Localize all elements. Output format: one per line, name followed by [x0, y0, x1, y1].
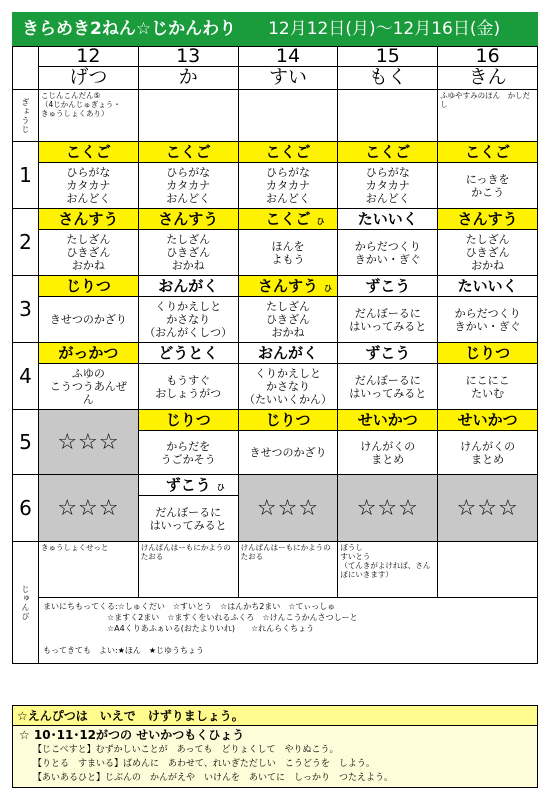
- lesson-content: きせつのかざり: [249, 446, 327, 459]
- lesson: [338, 276, 437, 342]
- lesson-content: ひらがな カタカナ おんどく: [265, 166, 310, 205]
- date-range: 12月12日(月)～12月16日(金): [268, 19, 501, 39]
- daily-items-text: まいにちもってくる:☆しゅくだい ☆すいとう ☆はんかち2まい ☆てぃっしゅ ☆ますく2まい ☆ますくをいれるふくろ ☆けんこうかんさつしーと ☆A4くりあふぁいる(おたよりいれ) ☆れんらくちょう もってきても よい:★ほん ★じゆうちょう: [43, 602, 358, 655]
- goal-line: 【りとる すまいる】ばめんに あわせて、れいぎただしい こうどうを しよう。: [33, 759, 375, 769]
- subject-label: がっかつ: [58, 344, 119, 362]
- subject-name: [239, 209, 338, 230]
- lesson-cell: [39, 209, 139, 276]
- lesson-cell: [238, 343, 338, 410]
- lesson-content: ひらがな カタカナ おんどく: [66, 166, 111, 205]
- star-marks: ☆☆☆: [356, 495, 419, 521]
- day-weekday: もく: [338, 66, 437, 89]
- day-header-cell: [39, 47, 139, 90]
- period-number: 2: [19, 230, 32, 254]
- lesson-cell: [238, 276, 338, 343]
- lesson: [438, 343, 537, 409]
- lesson-cell: [438, 209, 538, 276]
- lesson-cell: [138, 343, 238, 410]
- lesson: [39, 209, 138, 275]
- day-number: 16: [475, 46, 500, 67]
- gyouji-cell: [438, 90, 538, 142]
- lesson: [438, 142, 537, 208]
- day-weekday: きん: [438, 66, 537, 89]
- subject-name: [338, 209, 437, 230]
- lesson-content: けんがくの まとめ: [360, 439, 416, 466]
- lesson-content: くりかえしと かさなり （おんがくしつ）: [144, 300, 233, 339]
- day-number: 13: [176, 46, 201, 67]
- lesson: [239, 209, 338, 275]
- lesson-content: くりかえしと かさなり （たいいくかん）: [243, 367, 332, 406]
- period-row: [13, 209, 538, 276]
- gyouji-cell: [238, 90, 338, 142]
- subject-name: [438, 343, 537, 364]
- lesson: [338, 209, 437, 275]
- subject-label: おんがく: [158, 277, 219, 295]
- lesson-cell: [338, 276, 438, 343]
- day-header-cell: [438, 47, 538, 90]
- subject-name: [239, 142, 338, 163]
- junbi-note: けんばんはーもにかようのたおる: [140, 543, 231, 561]
- subject-label: こくご: [165, 143, 211, 161]
- day-header-cell: [238, 47, 338, 90]
- free-period-cell: [238, 475, 338, 542]
- period-number: 1: [19, 163, 32, 187]
- page-title: きらめき2ねん☆じかんわり: [22, 19, 237, 39]
- junbi-label-cell: [13, 542, 39, 664]
- lesson-content: だんぼーるに はいってみると: [149, 505, 227, 532]
- day-header-cell: [138, 47, 238, 90]
- period-number-cell: [13, 209, 39, 276]
- lesson: [139, 475, 238, 541]
- lesson-cell: [39, 142, 139, 209]
- period-number: 4: [19, 364, 32, 388]
- day-weekday: すい: [239, 66, 338, 89]
- period-number-cell: [13, 276, 39, 343]
- subject-name: [39, 343, 138, 364]
- lesson-content: もうすぐ おしょうがつ: [155, 373, 222, 400]
- lesson-content: からだつくり きかい・ぎぐ: [454, 306, 521, 333]
- junbi-label: じゅんび: [21, 584, 30, 621]
- subject-label: じりつ: [265, 411, 311, 429]
- period-number: 3: [19, 297, 32, 321]
- subject-label: こくご: [365, 143, 411, 161]
- period-number-cell: [13, 410, 39, 475]
- lesson-cell: [39, 276, 139, 343]
- junbi-note: ぼうし すいとう （てんきがよければ、さんぽにいきます）: [340, 543, 431, 579]
- subject-name: [39, 209, 138, 230]
- period-row: [13, 475, 538, 542]
- lesson: [338, 142, 437, 208]
- subject-label: さんすう: [158, 210, 219, 228]
- lesson-cell: [338, 343, 438, 410]
- subject-name: [139, 142, 238, 163]
- subject-label: ずこう: [365, 344, 411, 362]
- lesson: [139, 142, 238, 208]
- gyouji-note: [139, 90, 238, 92]
- corner-cell: [13, 47, 39, 90]
- subject-label: こくご: [265, 210, 311, 228]
- subject-name: [338, 276, 437, 297]
- lesson-cell: [338, 142, 438, 209]
- period-row: [13, 142, 538, 209]
- junbi-items-row: [13, 542, 538, 598]
- lesson-content: からだを うごかそう: [160, 439, 216, 466]
- junbi-cell: [138, 542, 238, 598]
- lesson-cell: [338, 410, 438, 475]
- lesson: [239, 343, 338, 409]
- lesson-cell: [438, 276, 538, 343]
- subject-name: [39, 142, 138, 163]
- lesson-cell: [138, 276, 238, 343]
- day-weekday: げつ: [39, 66, 138, 89]
- subject-label: どうとく: [158, 344, 219, 362]
- title-bar: [12, 12, 538, 46]
- subject-label: こくご: [265, 143, 311, 161]
- period-number-cell: [13, 475, 39, 542]
- subject-name: [338, 410, 437, 431]
- gyouji-cell: [39, 90, 139, 142]
- lesson: [338, 343, 437, 409]
- period-row: [13, 276, 538, 343]
- lesson-cell: [238, 410, 338, 475]
- gyouji-note: こじんこんだん⑤ （4じかんじゅぎょう・ きゅうしょくあり）: [41, 91, 121, 118]
- junbi-note: けんばんはーもにかようのたおる: [240, 543, 331, 561]
- subject-name: [338, 142, 437, 163]
- lesson-content: ほんを よもう: [271, 239, 305, 266]
- star-marks: ☆☆☆: [456, 495, 519, 521]
- subject-label: こくご: [65, 143, 111, 161]
- lesson-cell: [138, 410, 238, 475]
- lesson-content: ひらがな カタカナ おんどく: [166, 166, 211, 205]
- subject-name: [139, 475, 238, 496]
- lesson: [139, 276, 238, 342]
- lesson: [139, 410, 238, 474]
- lesson-cell: [238, 209, 338, 276]
- lesson: [39, 142, 138, 208]
- subject-label: たいいく: [357, 210, 418, 228]
- lesson-cell: [39, 343, 139, 410]
- day-number: 15: [375, 46, 400, 67]
- lesson-content: ふゆの こうつうあんぜ ん: [49, 367, 127, 406]
- subject-name: [239, 276, 338, 297]
- subject-label: じりつ: [465, 344, 511, 362]
- subject-label: おんがく: [257, 344, 318, 362]
- lesson-content: ひらがな カタカナ おんどく: [365, 166, 410, 205]
- junbi-note: きゅうしょくせっと: [41, 543, 109, 552]
- period-row: [13, 410, 538, 475]
- subject-label: せいかつ: [457, 411, 518, 429]
- lesson: [139, 343, 238, 409]
- subject-mark: ひ: [216, 483, 225, 492]
- subject-label: じりつ: [65, 277, 111, 295]
- lesson: [239, 276, 338, 342]
- period-number: 6: [19, 496, 32, 520]
- goal-line: 【あいあるひと】じぶんの かんがえや いけんを あいてに しっかり つたえよう。: [33, 773, 394, 783]
- lesson-cell: [138, 475, 238, 542]
- gyouji-note: [338, 90, 437, 92]
- lesson-cell: [438, 142, 538, 209]
- junbi-text-cell: [39, 598, 538, 664]
- lesson-content: たしざん ひきざん おかね: [465, 233, 510, 272]
- subject-name: [239, 410, 338, 431]
- subject-name: [139, 209, 238, 230]
- lesson: [139, 209, 238, 275]
- subject-name: [239, 343, 338, 364]
- subject-name: [139, 343, 238, 364]
- goal-line: 【じこべすと】むずかしいことが あっても どりょくして やりぬこう。: [33, 745, 339, 755]
- lesson-cell: [138, 142, 238, 209]
- lesson-content: けんがくの まとめ: [460, 439, 516, 466]
- lesson-content: にこにこ たいむ: [465, 373, 510, 400]
- lesson-cell: [338, 209, 438, 276]
- period-number-cell: [13, 142, 39, 209]
- lesson: [438, 410, 537, 474]
- lesson-content: たしざん ひきざん おかね: [265, 300, 310, 339]
- gyouji-label-cell: [13, 90, 39, 142]
- lesson-cell: [138, 209, 238, 276]
- lesson: [438, 276, 537, 342]
- gyouji-cell: [338, 90, 438, 142]
- day-weekday: か: [139, 66, 238, 89]
- gyouji-row: [13, 90, 538, 142]
- lesson: [39, 343, 138, 409]
- subject-label: たいいく: [457, 277, 518, 295]
- goals-title: ☆ 10･11･12がつの せいかつもくひょう: [19, 728, 245, 742]
- gyouji-label: ぎょうじ: [21, 97, 30, 134]
- free-period-cell: [39, 410, 139, 475]
- day-number: 12: [76, 46, 101, 67]
- period-number-cell: [13, 343, 39, 410]
- free-period-cell: [338, 475, 438, 542]
- timetable: [12, 46, 538, 664]
- lesson-content: だんぼーるに はいってみると: [349, 306, 427, 333]
- subject-name: [438, 410, 537, 431]
- junbi-text-row: [13, 598, 538, 664]
- lesson-content: たしざん ひきざん おかね: [166, 233, 211, 272]
- lesson: [338, 410, 437, 474]
- period-row: [13, 343, 538, 410]
- subject-name: [438, 276, 537, 297]
- lesson: [438, 209, 537, 275]
- junbi-cell: [39, 542, 139, 598]
- subject-label: ずこう: [365, 277, 411, 295]
- day-header-cell: [338, 47, 438, 90]
- day-header-row: [13, 47, 538, 90]
- lesson: [239, 410, 338, 474]
- lesson-content: からだつくり きかい・ぎぐ: [354, 239, 421, 266]
- subject-name: [139, 410, 238, 431]
- lesson: [239, 142, 338, 208]
- gyouji-cell: [138, 90, 238, 142]
- lesson: [39, 276, 138, 342]
- lesson-cell: [238, 142, 338, 209]
- subject-name: [139, 276, 238, 297]
- subject-mark: ひ: [324, 284, 332, 293]
- junbi-note: [438, 542, 537, 544]
- subject-label: さんすう: [457, 210, 518, 228]
- free-period-cell: [438, 475, 538, 542]
- subject-mark: ひ: [316, 217, 325, 226]
- subject-label: さんすう: [257, 277, 318, 295]
- lesson-cell: [438, 410, 538, 475]
- subject-name: [39, 276, 138, 297]
- day-number: 14: [275, 46, 301, 67]
- subject-label: さんすう: [58, 210, 119, 228]
- free-period-cell: [39, 475, 139, 542]
- life-goals-box: [12, 726, 538, 788]
- period-number: 5: [19, 430, 32, 454]
- junbi-cell: [438, 542, 538, 598]
- subject-label: ずこう: [165, 476, 211, 494]
- subject-label: じりつ: [165, 411, 211, 429]
- lesson-content: たしざん ひきざん おかね: [66, 233, 111, 272]
- star-marks: ☆☆☆: [57, 495, 120, 521]
- gyouji-note: ふゆやすみのほん かしだし: [440, 91, 531, 109]
- lesson-cell: [438, 343, 538, 410]
- subject-name: [438, 142, 537, 163]
- subject-label: せいかつ: [357, 411, 418, 429]
- lesson-content: にっきを かこう: [465, 172, 510, 199]
- star-marks: ☆☆☆: [256, 495, 320, 521]
- junbi-cell: [338, 542, 438, 598]
- junbi-cell: [238, 542, 338, 598]
- subject-label: こくご: [465, 143, 511, 161]
- star-marks: ☆☆☆: [57, 429, 120, 455]
- subject-name: [338, 343, 437, 364]
- lesson-content: だんぼーるに はいってみると: [349, 373, 427, 400]
- subject-name: [438, 209, 537, 230]
- gyouji-note: [239, 90, 338, 92]
- lesson-content: きせつのかざり: [49, 313, 127, 326]
- reminder-banner: ☆えんぴつは いえで けずりましょう。: [12, 705, 538, 726]
